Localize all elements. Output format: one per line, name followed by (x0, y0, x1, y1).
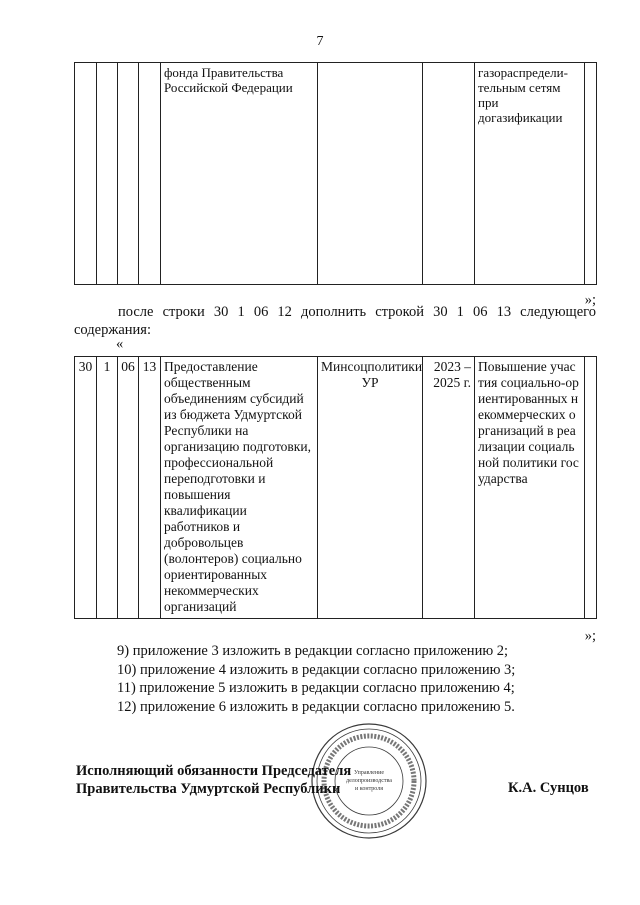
cell-empty (139, 63, 161, 285)
signatory-position-line: Правительства Удмуртской Республики (76, 781, 341, 797)
page-number: 7 (316, 34, 324, 49)
seal-text: Управление (353, 770, 385, 776)
signatory-position-line: Исполняющий обязанности Председателя (76, 763, 352, 779)
executor-cell: Минсоцполитики УР (318, 357, 423, 619)
result-cell: газораспредели-тельным сетям при догазификации (475, 63, 585, 285)
list-item: 11) приложение 5 изложить в редакции согласно приложению 4; (117, 680, 515, 696)
code-cell: 06 (118, 357, 139, 619)
closing-quote: »; (584, 292, 596, 308)
program-table-continuation (74, 62, 597, 285)
amendment-intro: после строки 30 1 06 12 дополнить строкой 30 1 06 13 следующего содержания: (74, 304, 596, 338)
seal-text: и контроля (355, 786, 383, 792)
list-item: 9) приложение 3 изложить в редакции согласно приложению 2; (117, 643, 509, 659)
measure-name-cell: фонда Правительства Российской Федерации (161, 63, 318, 285)
amendment-list (117, 642, 515, 716)
measure-name-cell: Предоставление общественным объединениям субсидий из бюджета Удмуртской Республики на организацию подготовки, профессиональной переподготовки и повышения квалификации работников и добровольцев (волонтеров) социально ориентированных некоммерческих организаций (161, 357, 318, 619)
cell-empty (318, 63, 423, 285)
period-cell: 2023 – 2025 г. (423, 357, 475, 619)
signatory-position (76, 762, 351, 798)
cell-empty (585, 63, 597, 285)
code-cell: 1 (97, 357, 118, 619)
code-cell: 30 (75, 357, 97, 619)
cell-empty (585, 357, 597, 619)
list-item: 10) приложение 4 изложить в редакции согласно приложению 3; (117, 661, 516, 678)
cell-empty (75, 63, 97, 285)
new-program-row-table (74, 356, 597, 619)
opening-quote: « (116, 336, 124, 352)
cell-empty (423, 63, 475, 285)
list-item: 12) приложение 6 изложить в редакции согласно приложению 5. (117, 698, 515, 715)
seal-text: делопроизводства (346, 778, 392, 784)
cell-empty (118, 63, 139, 285)
closing-quote: »; (584, 628, 596, 644)
cell-empty (97, 63, 118, 285)
result-cell: Повышение участия социально-ориентированных некоммерческих организаций в реализации социальной политики государства (475, 357, 585, 619)
signatory-name: К.А. Сунцов (508, 780, 589, 796)
code-cell: 13 (139, 357, 161, 619)
